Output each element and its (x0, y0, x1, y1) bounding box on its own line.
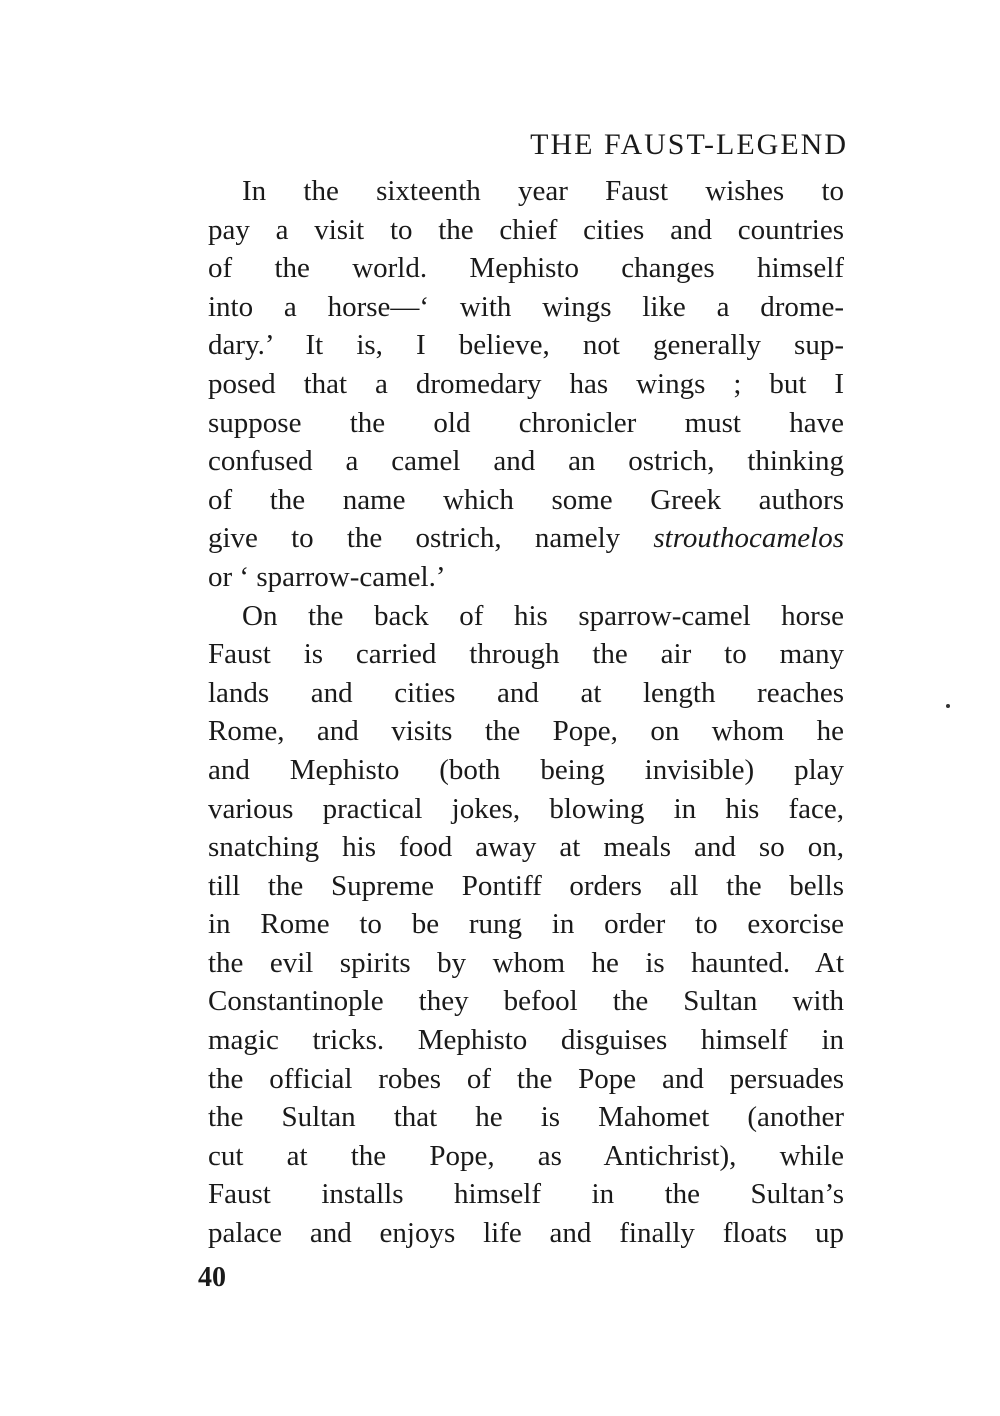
text-line: the evil spirits by whom he is haunted. At (208, 946, 844, 979)
text-line: dary.’ It is, I believe, not generally sup- (208, 329, 844, 362)
text-line: till the Supreme Pontiff orders all the bells (208, 869, 844, 902)
text-line: and Mephisto (both being invisible) play (208, 753, 844, 786)
text-line: palace and enjoys life and finally floats up (208, 1217, 844, 1250)
text-line: snatching his food away at meals and so on, (208, 831, 844, 864)
text-line: cut at the Pope, as Antichrist), while (208, 1139, 844, 1172)
text-line: posed that a dromedary has wings ; but I (208, 367, 844, 400)
text-line: On the back of his sparrow-camel horse (242, 599, 844, 632)
text-line: into a horse—‘ with wings like a drome- (208, 290, 844, 323)
text-line: lands and cities and at length reaches (208, 676, 844, 709)
text-line: confused a camel and an ostrich, thinking (208, 445, 844, 478)
text-line: Rome, and visits the Pope, on whom he (208, 715, 844, 748)
scan-speck (946, 704, 950, 708)
text-line: the official robes of the Pope and persuades (208, 1062, 844, 1095)
running-head: THE FAUST-LEGEND (530, 128, 848, 161)
text-line: magic tricks. Mephisto disguises himself in (208, 1024, 844, 1057)
text-line: In the sixteenth year Faust wishes to (242, 175, 844, 207)
text-line: various practical jokes, blowing in his face, (208, 792, 844, 825)
greek-term: strouthocamelos (653, 522, 844, 555)
text-line: of the world. Mephisto changes himself (208, 252, 844, 285)
text-line: the Sultan that he is Mahomet (another (208, 1101, 844, 1134)
text-line: in Rome to be rung in order to exorcise (208, 908, 844, 941)
text-line: suppose the old chronicler must have (208, 406, 844, 439)
text-line: of the name which some Greek authors (208, 483, 844, 516)
body-text (208, 172, 844, 1253)
text-line: give to the ostrich, namely strouthocamelos (208, 522, 844, 555)
page-number: 40 (198, 1262, 226, 1293)
text-line: Constantinople they befool the Sultan with (208, 985, 844, 1018)
text-line: Faust installs himself in the Sultan’s (208, 1178, 844, 1211)
text-line: or ‘ sparrow-camel.’ (208, 560, 446, 593)
text-line: Faust is carried through the air to many (208, 638, 844, 671)
text-line: pay a visit to the chief cities and countries (208, 213, 844, 246)
